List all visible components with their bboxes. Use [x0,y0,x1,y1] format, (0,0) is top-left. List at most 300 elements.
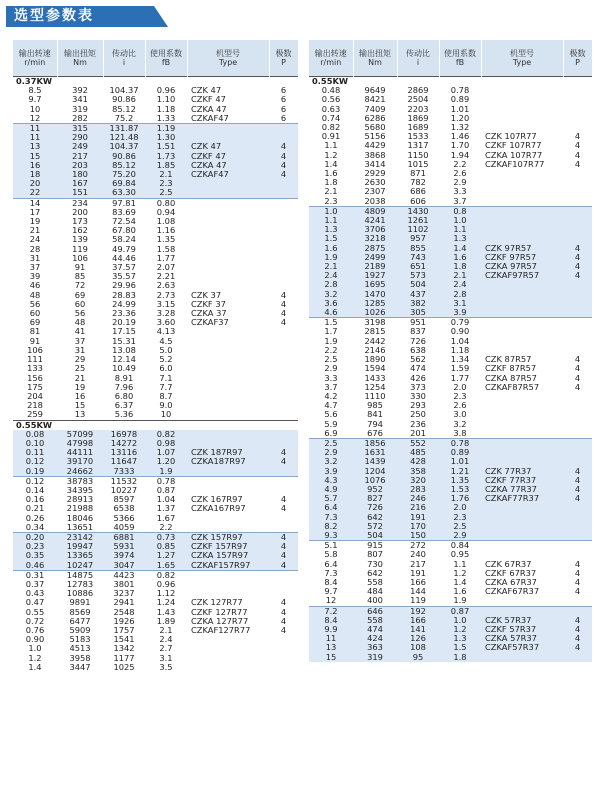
output-speed-cell: 0.35 [13,551,57,560]
poles-cell [269,374,298,383]
poles-cell [563,401,592,410]
output-speed-cell: 0.11 [13,448,57,457]
table-row [309,123,592,132]
model-type-cell: CZK 127R77 [187,598,269,607]
service-factor-cell: 1.65 [145,561,187,571]
poles-cell [563,346,592,355]
output-torque-cell: 2307 [353,187,397,196]
output-speed-cell: 3.3 [309,374,353,383]
model-type-cell: CZKA 87R57 [481,374,563,383]
output-speed-cell: 6.4 [309,560,353,569]
model-type-cell: CZKA 47 [187,105,269,114]
table-row [13,514,298,523]
left-table-header [13,40,298,77]
poles-cell [563,503,592,512]
output-speed-cell: 10 [13,105,57,114]
model-type-cell [481,206,563,216]
service-factor-cell: 1.2 [439,625,481,634]
table-row [309,438,592,448]
ratio-cell: 14272 [103,439,145,448]
output-speed-cell: 1.8 [309,178,353,187]
model-type-cell [187,272,269,281]
ratio-cell: 3237 [103,589,145,598]
service-factor-cell: 1.59 [439,364,481,373]
output-speed-cell: 3.2 [309,290,353,299]
service-factor-cell: 1.04 [145,495,187,504]
service-factor-cell: 1.1 [439,225,481,234]
poles-cell [269,245,298,254]
ratio-cell: 144 [397,587,439,596]
output-torque-cell: 646 [353,606,397,616]
table-row [13,133,298,142]
table-row [309,151,592,160]
model-type-cell [481,178,563,187]
service-factor-cell: 3.5 [145,663,187,672]
output-speed-cell: 0.23 [13,542,57,551]
model-type-cell: CZKF 97R57 [481,253,563,262]
ratio-cell: 951 [397,318,439,328]
model-type-cell: CZKAF47 [187,170,269,179]
output-speed-cell: 1.4 [309,160,353,169]
ratio-cell: 1015 [397,160,439,169]
output-speed-cell: 11 [13,124,57,134]
ratio-cell: 236 [397,420,439,429]
output-torque-cell: 642 [353,569,397,578]
table-row [309,616,592,625]
table-row [13,654,298,663]
output-torque-cell: 21 [57,374,103,383]
ratio-cell: 320 [397,476,439,485]
model-type-cell [187,235,269,244]
service-factor-cell: 0.87 [145,486,187,495]
output-torque-header-unit: Nm [73,58,87,67]
output-speed-cell: 15 [13,152,57,161]
service-factor-cell: 2.07 [145,263,187,272]
service-factor-cell: 1.85 [145,161,187,170]
model-type-cell: CZKF 47 [187,152,269,161]
service-factor-cell: 0.95 [439,550,481,559]
poles-cell: 4 [563,271,592,280]
model-type-cell [481,234,563,243]
poles-header [269,40,298,77]
table-row [309,503,592,512]
ratio-cell: 11647 [103,457,145,466]
poles-cell [269,346,298,355]
output-speed-cell: 1.1 [309,141,353,150]
poles-cell [563,337,592,346]
poles-cell [269,254,298,263]
output-speed-cell: 0.26 [13,514,57,523]
ratio-cell: 1869 [397,114,439,123]
ratio-cell: 1342 [103,644,145,653]
output-torque-cell: 34395 [57,486,103,495]
service-factor-cell: 0.94 [145,208,187,217]
ratio-cell: 1025 [103,663,145,672]
output-speed-cell: 13 [309,643,353,652]
poles-cell: 4 [269,291,298,300]
poles-cell: 4 [563,262,592,271]
poles-cell [563,448,592,457]
output-speed-cell: 0.08 [13,430,57,439]
output-speed-cell: 156 [13,374,57,383]
model-type-cell [187,430,269,439]
poles-cell: 4 [563,643,592,652]
output-torque-cell: 504 [353,531,397,541]
output-speed-cell: 7.3 [309,569,353,578]
service-factor-cell: 1.1 [439,560,481,569]
service-factor-cell: 2.2 [145,523,187,533]
table-row [13,254,298,263]
service-factor-cell: 2.73 [145,291,187,300]
output-speed-cell: 111 [13,355,57,364]
output-speed-cell: 20 [13,179,57,188]
table-row [13,95,298,104]
poles-cell [563,206,592,216]
model-type-cell [481,114,563,123]
poles-cell [563,606,592,616]
table-row [309,625,592,634]
output-torque-cell: 19 [57,383,103,392]
model-type-cell: CZKAF37 [187,318,269,327]
service-factor-cell: 7.7 [145,383,187,392]
output-torque-header [353,40,397,77]
table-row [13,217,298,226]
poles-cell: 4 [269,300,298,309]
model-type-cell [187,254,269,263]
table-row [309,271,592,280]
model-type-cell [187,523,269,533]
table-row [13,617,298,626]
output-speed-cell: 1.2 [13,654,57,663]
output-speed-cell: 218 [13,401,57,410]
ratio-cell: 150 [397,531,439,541]
output-speed-cell: 1.4 [13,663,57,672]
output-speed-cell: 3.2 [309,457,353,466]
ratio-cell: 573 [397,271,439,280]
output-speed-header-cn: 输出转速 [18,49,51,58]
table-row [13,476,298,486]
model-type-cell [481,327,563,336]
model-type-cell: CZK 57R37 [481,616,563,625]
poles-cell: 4 [563,132,592,141]
ratio-cell: 166 [397,578,439,587]
service-factor-cell: 1.9 [439,596,481,606]
ratio-cell: 5.36 [103,410,145,420]
model-type-cell [481,280,563,289]
power-section-header [309,77,592,87]
ratio-cell: 141 [397,625,439,634]
ratio-cell: 104.37 [103,142,145,151]
ratio-cell: 871 [397,169,439,178]
ratio-cell: 85.12 [103,161,145,170]
output-torque-cell: 676 [353,429,397,439]
ratio-cell: 2504 [397,95,439,104]
poles-cell [563,225,592,234]
table-row [13,504,298,513]
model-type-cell: CZKAF127R77 [187,626,269,635]
ratio-cell: 24.99 [103,300,145,309]
model-type-cell [187,589,269,598]
service-factor-cell: 0.8 [439,206,481,216]
output-torque-cell: 2442 [353,337,397,346]
output-torque-cell: 10886 [57,589,103,598]
poles-cell: 4 [563,244,592,253]
output-torque-cell: 72 [57,281,103,290]
ratio-header-cn: 传动比 [112,49,136,58]
model-type-header-unit: Type [512,58,532,67]
output-speed-cell: 1.6 [309,244,353,253]
output-torque-cell: 3447 [57,663,103,672]
service-factor-cell: 1.73 [145,152,187,161]
output-speed-cell: 12 [13,114,57,124]
ratio-cell: 49.79 [103,245,145,254]
model-type-cell [481,392,563,401]
table-row [309,392,592,401]
service-factor-cell: 1.3 [439,634,481,643]
output-speed-cell: 1.3 [309,225,353,234]
output-torque-cell: 794 [353,420,397,429]
service-factor-cell: 3.0 [439,410,481,419]
service-factor-cell: 2.63 [145,281,187,290]
table-row [309,410,592,419]
model-type-cell [187,439,269,448]
ratio-cell: 504 [397,280,439,289]
poles-cell [269,355,298,364]
output-torque-cell: 41 [57,327,103,336]
right-table-header [309,40,592,77]
output-speed-cell: 2.2 [309,346,353,355]
table-row [309,187,592,196]
poles-cell [563,197,592,207]
service-factor-cell: 5.2 [145,355,187,364]
table-row [13,439,298,448]
service-factor-cell: 2.9 [439,178,481,187]
ratio-cell: 10227 [103,486,145,495]
service-factor-header-unit: fB [455,58,465,67]
output-torque-cell: 1433 [353,374,397,383]
poles-cell [269,217,298,226]
output-torque-cell: 2630 [353,178,397,187]
model-type-cell: CZKA 157R97 [187,551,269,560]
output-speed-cell: 0.43 [13,589,57,598]
ratio-cell: 17.15 [103,327,145,336]
model-type-cell [481,438,563,448]
table-row [309,160,592,169]
output-torque-cell: 1856 [353,438,397,448]
output-speed-cell: 259 [13,410,57,420]
table-row [309,420,592,429]
poles-cell [269,179,298,188]
table-row [13,383,298,392]
output-torque-cell: 31 [57,346,103,355]
ratio-cell: 1177 [103,654,145,663]
table-row [309,290,592,299]
service-factor-cell: 1.12 [145,589,187,598]
ratio-cell: 83.69 [103,208,145,217]
output-torque-cell: 392 [57,86,103,95]
output-torque-cell: 730 [353,560,397,569]
service-factor-cell: 2.4 [145,635,187,644]
output-speed-cell: 0.16 [13,495,57,504]
service-factor-cell: 0.73 [145,532,187,542]
poles-header-unit: P [575,58,580,67]
table-row [309,355,592,364]
ratio-cell: 1102 [397,225,439,234]
output-speed-cell: 8.5 [13,86,57,95]
output-speed-header [13,40,57,77]
model-type-cell [187,217,269,226]
service-factor-cell: 7.1 [145,374,187,383]
ratio-cell: 217 [397,560,439,569]
table-row [309,643,592,652]
model-type-cell [481,420,563,429]
poles-cell [269,188,298,198]
table-row [13,392,298,401]
poles-cell [269,439,298,448]
output-speed-cell: 0.74 [309,114,353,123]
model-type-cell [187,133,269,142]
poles-cell: 4 [563,383,592,392]
service-factor-cell: 1.46 [439,132,481,141]
ratio-cell: 85.12 [103,105,145,114]
ratio-cell: 272 [397,541,439,551]
output-speed-cell: 0.56 [309,95,353,104]
service-factor-cell: 3.2 [439,420,481,429]
output-torque-cell: 13 [57,410,103,420]
output-torque-header-unit: Nm [368,58,382,67]
service-factor-cell: 1.07 [145,448,187,457]
service-factor-cell: 9.0 [145,401,187,410]
service-factor-cell: 0.87 [439,606,481,616]
table-row [13,523,298,533]
service-factor-cell: 1.9 [145,467,187,477]
table-row [13,188,298,198]
ratio-cell: 293 [397,401,439,410]
poles-cell [269,392,298,401]
table-row [13,86,298,95]
table-row [309,653,592,662]
table-row [309,383,592,392]
output-torque-cell: 5909 [57,626,103,635]
poles-cell [269,580,298,589]
service-factor-header-unit: fB [161,58,171,67]
output-speed-cell: 81 [13,327,57,336]
table-row [13,142,298,151]
power-rating-label: 0.37KW [13,77,298,87]
service-factor-cell: 1.77 [145,254,187,263]
model-type-cell [187,486,269,495]
table-row [13,105,298,114]
output-torque-cell: 474 [353,625,397,634]
ratio-cell: 90.86 [103,95,145,104]
output-torque-cell: 827 [353,494,397,503]
service-factor-cell: 1.19 [145,124,187,134]
output-speed-cell: 14 [13,198,57,208]
output-speed-cell: 16 [13,161,57,170]
poles-cell [269,198,298,208]
model-type-cell [187,401,269,410]
table-row [309,550,592,559]
table-row [13,410,298,420]
output-torque-cell: 341 [57,95,103,104]
output-torque-cell: 558 [353,616,397,625]
service-factor-cell: 3.9 [439,308,481,318]
output-torque-header-cn: 输出扭矩 [359,49,391,58]
poles-cell [563,457,592,466]
service-factor-cell: 6.0 [145,364,187,373]
output-torque-cell: 2499 [353,253,397,262]
table-row [309,364,592,373]
service-factor-cell: 2.0 [439,503,481,512]
output-torque-cell: 85 [57,272,103,281]
output-speed-cell: 1.7 [309,327,353,336]
poles-header-unit: P [281,58,286,67]
output-speed-cell: 5.1 [309,541,353,551]
model-type-cell [187,179,269,188]
output-torque-cell: 3218 [353,234,397,243]
model-type-cell: CZKAF97R57 [481,271,563,280]
poles-cell: 4 [563,476,592,485]
table-row [309,327,592,336]
output-speed-cell: 56 [13,300,57,309]
output-speed-cell: 0.91 [309,132,353,141]
model-type-cell [481,513,563,522]
model-type-cell: CZKF 127R77 [187,608,269,617]
service-factor-cell: 1.58 [145,245,187,254]
output-speed-cell: 0.47 [13,598,57,607]
model-type-cell: CZK 187R97 [187,448,269,457]
poles-cell: 4 [269,457,298,466]
output-speed-cell: 4.9 [309,485,353,494]
service-factor-cell: 1.18 [439,346,481,355]
output-torque-cell: 985 [353,401,397,410]
ratio-cell: 69.84 [103,179,145,188]
output-speed-header-unit: r/min [24,58,46,67]
output-torque-cell: 558 [353,578,397,587]
output-torque-cell: 2929 [353,169,397,178]
ratio-cell: 837 [397,327,439,336]
output-torque-cell: 28913 [57,495,103,504]
model-type-cell [481,169,563,178]
service-factor-cell: 1.6 [439,587,481,596]
service-factor-cell: 1.67 [145,514,187,523]
output-speed-cell: 7.3 [309,513,353,522]
output-torque-cell: 2189 [353,262,397,271]
poles-cell [269,644,298,653]
ratio-cell: 426 [397,374,439,383]
table-row [309,178,592,187]
poles-cell [563,513,592,522]
ratio-cell: 16978 [103,430,145,439]
output-speed-cell: 31 [13,254,57,263]
output-torque-header [57,40,103,77]
table-row [13,170,298,179]
output-speed-cell: 0.72 [13,617,57,626]
ratio-cell: 7.96 [103,383,145,392]
output-torque-cell: 1695 [353,280,397,289]
output-torque-cell: 1631 [353,448,397,457]
output-speed-cell: 0.46 [13,561,57,571]
table-row [13,355,298,364]
table-row [309,531,592,541]
model-type-cell [187,392,269,401]
ratio-cell: 6538 [103,504,145,513]
service-factor-cell: 0.89 [439,95,481,104]
model-type-cell [187,374,269,383]
ratio-cell: 108 [397,643,439,652]
ratio-cell: 1926 [103,617,145,626]
output-speed-cell: 8.2 [309,522,353,531]
